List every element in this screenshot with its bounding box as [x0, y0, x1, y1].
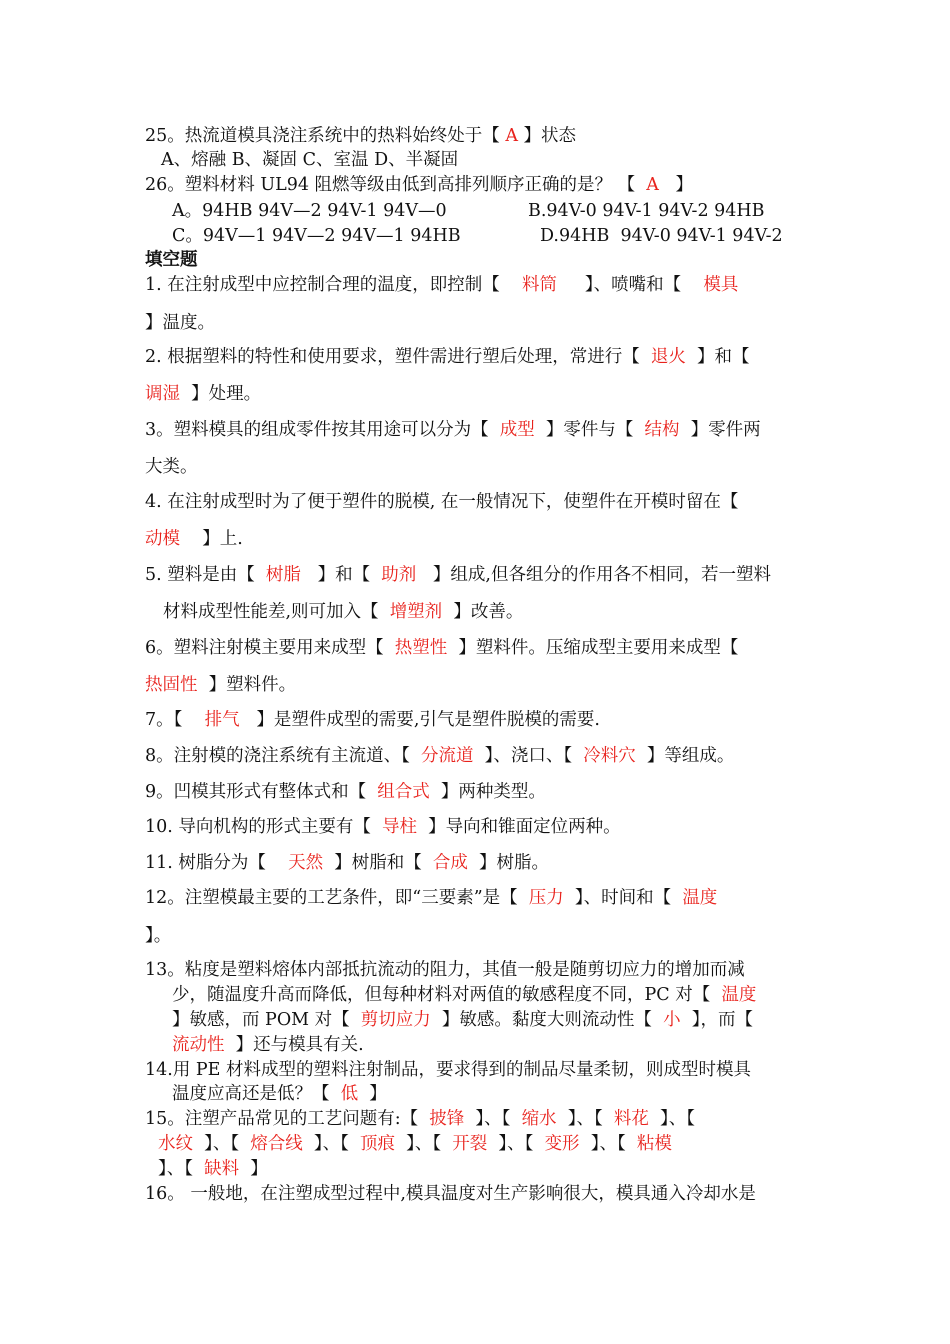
text-line [145, 527, 243, 551]
line-text: 1. 在注射成型中应控制合理的温度，即控制【 [145, 275, 523, 295]
answer-text: 调湿 [145, 384, 180, 404]
answer-text: 温度 [682, 888, 718, 908]
answer-text: 合成 [432, 853, 468, 873]
line-text: 】树脂和【 [323, 853, 433, 873]
answer-text: 顶痕 [360, 1134, 396, 1154]
line-text: 4. 在注射成型时为了便于塑件的脱模, 在一般情况下，使塑件在开模时留在【 [145, 492, 739, 512]
answer-text: 熔合线 [250, 1134, 303, 1154]
text-line [172, 983, 756, 1007]
line-text: 】是塑件成型的需要,引气是塑件脱模的需要. [239, 710, 600, 730]
answer-text: 退火 [650, 347, 686, 367]
text-line [145, 958, 745, 982]
answer-text: 结构 [644, 420, 680, 440]
answer-text: 料筒 [522, 275, 558, 295]
line-text: 】塑料件。 [197, 675, 297, 695]
answer-text: 热塑性 [394, 638, 448, 658]
answer-text: 天然 [288, 853, 324, 873]
line-text: C。94V—1 94V—2 94V—1 94HB [172, 226, 461, 246]
line-text: 】、【 [579, 1134, 637, 1154]
text-line [145, 780, 546, 804]
line-text: 】改善。 [442, 602, 524, 622]
line-text: 】 [658, 175, 694, 195]
line-text: 】，而【 [680, 1010, 753, 1030]
line-text: 】零件两 [679, 420, 761, 440]
line-text: 】、【 [464, 1109, 522, 1129]
line-text: 26。塑料材料 UL94 阻燃等级由低到高排列顺序正确的是？ 【 [145, 175, 647, 195]
line-text: 】敏感。黏度大则流动性【 [430, 1010, 664, 1030]
answer-text: 流动性 [172, 1035, 225, 1055]
text-line [172, 1082, 387, 1106]
answer-text: 披锋 [429, 1109, 465, 1129]
line-text: 】、【 [395, 1134, 453, 1154]
line-text: 14.用 PE 材料成型的塑料注射制品，要求得到的制品尽量柔韧，则成型时模具 [145, 1060, 752, 1080]
text-line [145, 744, 734, 768]
line-text: 】 [239, 1159, 268, 1179]
text-line [528, 199, 765, 223]
line-text: 12。注塑模最主要的工艺条件，即“三要素”是【 [145, 888, 529, 908]
text-line [163, 600, 523, 624]
line-text: 】、时间和【 [563, 888, 683, 908]
line-text: 】还与模具有关. [224, 1035, 364, 1055]
line-text: 】上. [180, 529, 243, 549]
text-line [172, 199, 447, 223]
line-text: 】两种类型。 [429, 782, 546, 802]
text-line [145, 563, 771, 587]
line-text: 】、【 [158, 1159, 205, 1179]
line-text: 】、【 [556, 1109, 614, 1129]
line-text: 15。注塑产品常见的工艺问题有:【 [145, 1109, 430, 1129]
answer-text: 温度 [721, 985, 757, 1005]
text-line [145, 311, 215, 335]
line-text: 8。注射模的浇注系统有主流道、【 [145, 746, 422, 766]
line-text: 9。凹模其形式有整体式和【 [145, 782, 378, 802]
line-text: 6。塑料注射模主要用来成型【 [145, 638, 395, 658]
answer-text: 增塑剂 [389, 602, 443, 622]
line-text: B.94V-0 94V-1 94V-2 94HB [528, 201, 765, 221]
line-text: 】导向和锥面定位两种。 [417, 817, 621, 837]
line-text: 】敏感，而 POM 对【 [172, 1010, 361, 1030]
line-text: 10. 导向机构的形式主要有【 [145, 817, 383, 837]
line-text: 】和【 [300, 565, 382, 585]
line-text: 25。热流道模具浇注系统中的热料始终处于【 [145, 126, 506, 146]
line-text: 】等组成。 [635, 746, 735, 766]
line-text: 7。【 [145, 710, 205, 730]
answer-text: 模具 [703, 275, 739, 295]
line-text: 】塑料件。压缩成型主要用来成型【 [447, 638, 739, 658]
text-line [158, 1132, 672, 1156]
text-line [172, 1008, 753, 1032]
answer-text: 小 [663, 1010, 681, 1030]
answer-text: 成型 [499, 420, 535, 440]
text-line [158, 1157, 268, 1181]
answer-text: A [646, 175, 659, 195]
answer-text: 导柱 [382, 817, 418, 837]
text-line [145, 345, 750, 369]
text-line [145, 851, 549, 875]
text-line [145, 708, 600, 732]
answer-text: 分流道 [421, 746, 474, 766]
answer-text: 开裂 [452, 1134, 488, 1154]
line-text: 】、浇口、【 [473, 746, 584, 766]
answer-text: 水纹 [158, 1134, 193, 1154]
answer-text: 料花 [613, 1109, 649, 1129]
text-line [145, 173, 693, 197]
line-text: 】、【 [487, 1134, 545, 1154]
text-line [145, 636, 738, 660]
answer-text: 树脂 [265, 565, 301, 585]
text-line [145, 490, 738, 514]
text-line [145, 418, 761, 442]
answer-text: 粘模 [636, 1134, 672, 1154]
text-line [145, 273, 738, 297]
text-line [145, 924, 171, 948]
text-line [145, 673, 296, 697]
answer-text: 缩水 [521, 1109, 557, 1129]
line-text: 大类。 [145, 457, 198, 477]
line-text: 13。粘度是塑料熔体内部抵抗流动的阻力，其值一般是随剪切应力的增加而减 [145, 960, 745, 980]
answer-text: 助剂 [381, 565, 417, 585]
answer-text: A [505, 126, 518, 146]
answer-text: 排气 [204, 710, 240, 730]
line-text: 】、【 [302, 1134, 361, 1154]
line-text: 】、【 [648, 1109, 695, 1129]
line-text: 材料成型性能差,则可加入【 [163, 602, 390, 622]
answer-text: 组合式 [377, 782, 430, 802]
line-text: 少，随温度升高而降低，但每种材料对两值的敏感程度不同，PC 对【 [172, 985, 722, 1005]
line-text: 】树脂。 [467, 853, 550, 873]
text-line [145, 815, 621, 839]
line-text: 】、喷嘴和【 [557, 275, 704, 295]
line-text: 】零件与【 [534, 420, 645, 440]
answer-text: 缺料 [204, 1159, 240, 1179]
text-line [145, 382, 261, 406]
text-line [145, 124, 576, 148]
text-line [172, 224, 461, 248]
line-text: 】 [358, 1084, 387, 1104]
line-text: 11. 树脂分为【 [145, 853, 289, 873]
line-text: 】组成,但各组分的作用各不相同，若一塑料 [416, 565, 771, 585]
answer-text: 热固性 [145, 675, 198, 695]
text-line [145, 455, 198, 479]
answer-text: 变形 [544, 1134, 580, 1154]
line-text: 温度应高还是低？【 [172, 1084, 341, 1104]
text-line [145, 1182, 756, 1206]
text-line [145, 886, 717, 910]
text-line [161, 148, 458, 172]
line-text: 】处理。 [180, 384, 262, 404]
line-text: 填空题 [145, 250, 198, 270]
line-text: 】。 [145, 926, 172, 946]
text-line [540, 224, 783, 248]
line-text: 5. 塑料是由【 [145, 565, 266, 585]
line-text: 】温度。 [145, 313, 215, 333]
line-text: D.94HB 94V-0 94V-1 94V-2 [540, 226, 783, 246]
line-text: 】和【 [685, 347, 750, 367]
text-line [145, 1058, 751, 1082]
section-heading [145, 248, 198, 272]
line-text: 3。塑料模具的组成零件按其用途可以分为【 [145, 420, 500, 440]
line-text: 16。 一般地，在注塑成型过程中,模具温度对生产影响很大，模具通入冷却水是 [145, 1184, 756, 1204]
answer-text: 冷料穴 [583, 746, 636, 766]
text-line [145, 1107, 695, 1131]
line-text: 】、【 [193, 1134, 251, 1154]
line-text: A。94HB 94V—2 94V-1 94V—0 [172, 201, 447, 221]
answer-text: 压力 [528, 888, 564, 908]
line-text: 】状态 [517, 126, 577, 146]
answer-text: 动模 [145, 529, 180, 549]
answer-text: 剪切应力 [360, 1010, 431, 1030]
line-text: 2. 根据塑料的特性和使用要求，塑件需进行塑后处理，常进行【 [145, 347, 651, 367]
text-line [172, 1033, 364, 1057]
line-text: A、熔融 B、凝固 C、室温 D、半凝固 [161, 150, 459, 170]
answer-text: 低 [340, 1084, 359, 1104]
